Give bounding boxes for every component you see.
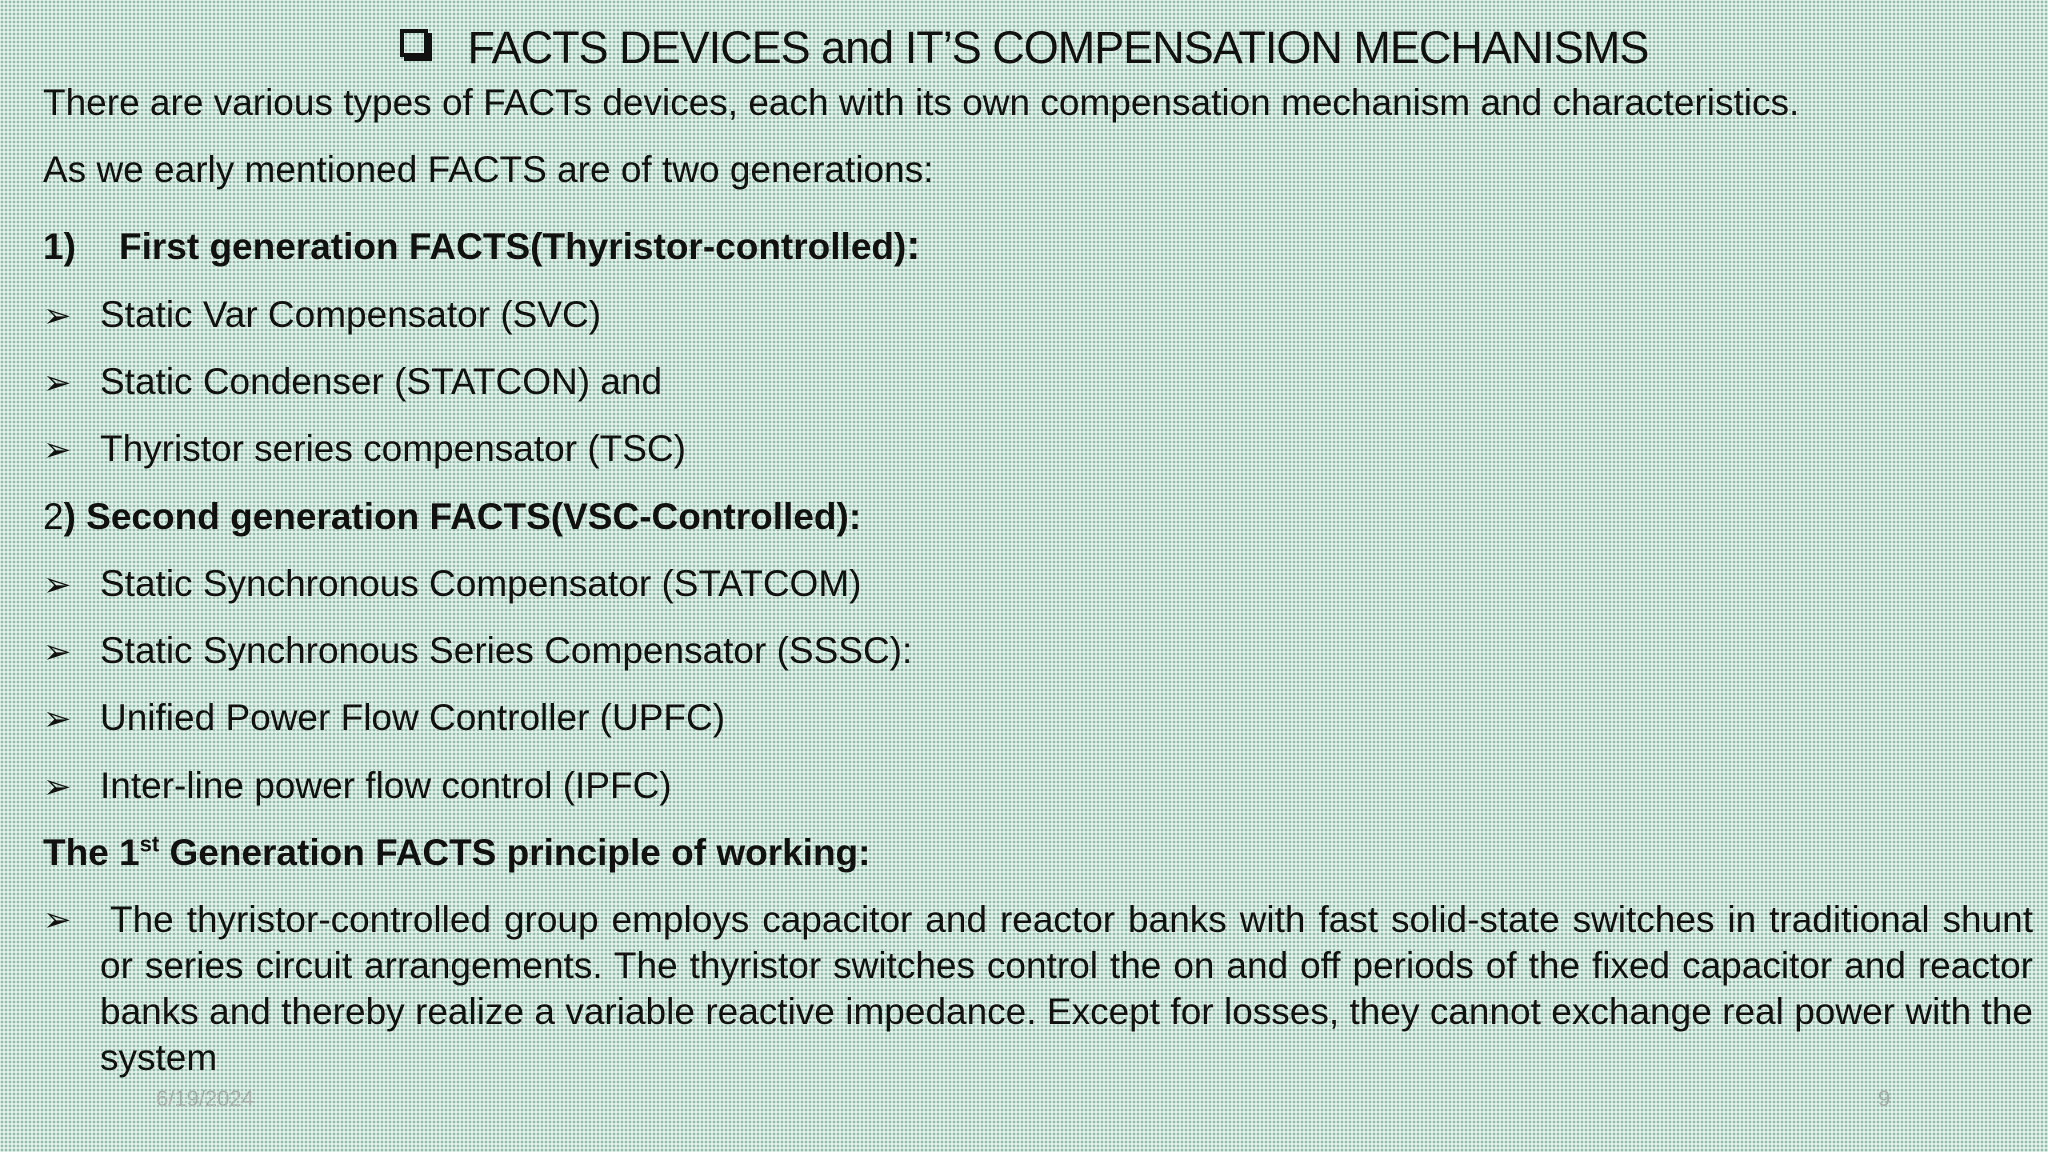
list-item <box>43 292 601 339</box>
hollow-square-icon <box>400 29 428 57</box>
list-item <box>43 628 912 675</box>
slide-title-text: FACTS DEVICES and IT’S COMPENSATION MECHANISMS <box>467 22 1649 73</box>
arrowhead-bullet-icon: ➢ <box>43 431 72 469</box>
list-item-text: Static Var Compensator (SVC) <box>100 294 602 335</box>
arrowhead-bullet-icon: ➢ <box>43 633 72 671</box>
list-item-text: Thyristor series compensator (TSC) <box>100 428 686 469</box>
first-generation-title: First generation FACTS(Thyristor-controlled) <box>119 226 907 267</box>
second-generation-title: ) Second generation FACTS(VSC-Controlled): <box>63 496 862 537</box>
list-item-text: Unified Power Flow Controller (UPFC) <box>100 697 726 738</box>
arrowhead-bullet-icon: ➢ <box>43 364 72 402</box>
second-generation-number: 2 <box>43 496 64 537</box>
list-item <box>43 695 725 742</box>
list-item-text: Static Condenser (STATCON) and <box>100 361 663 402</box>
principle-heading-pre: The 1 <box>43 832 140 873</box>
arrowhead-bullet-icon: ➢ <box>43 297 72 335</box>
principle-heading <box>43 830 870 876</box>
first-generation-number: 1) <box>43 226 76 267</box>
first-generation-heading <box>43 222 920 270</box>
list-item-text: Static Synchronous Series Compensator (SSSC): <box>100 630 913 671</box>
first-generation-colon: : <box>906 221 921 268</box>
principle-paragraph <box>43 897 2033 1081</box>
intro-text: There are various types of FACTs devices, each with its own compensation mechanism and characteristics. <box>43 82 1800 123</box>
list-item-text: Static Synchronous Compensator (STATCOM) <box>100 563 862 604</box>
footer-page-number: 9 <box>1878 1086 1891 1111</box>
footer-date: 6/19/2024 <box>156 1086 254 1111</box>
second-generation-heading <box>43 494 861 540</box>
list-item <box>43 359 662 406</box>
arrowhead-bullet-icon: ➢ <box>43 700 72 738</box>
arrowhead-bullet-icon: ➢ <box>43 768 72 806</box>
principle-heading-sup: st <box>139 831 160 857</box>
list-item <box>43 426 686 473</box>
list-item <box>43 561 861 608</box>
principle-heading-post: Generation FACTS principle of working: <box>159 832 871 873</box>
generations-text: As we early mentioned FACTS are of two generations: <box>43 149 934 190</box>
list-item <box>43 763 672 810</box>
arrowhead-bullet-icon: ➢ <box>43 901 72 939</box>
arrowhead-bullet-icon: ➢ <box>43 566 72 604</box>
principle-paragraph-text: The thyristor-controlled group employs capacitor and reactor banks with fast solid-state switches in traditional shunt or series circuit arrangements. The thyristor switches control the on and off periods of the fixed capacitor and reactor banks and thereby realize a variable reactive impedance. Except for losses, they cannot exchange real power with the system <box>100 899 2033 1078</box>
list-item-text: Inter-line power flow control (IPFC) <box>100 765 672 806</box>
slide-title <box>0 18 2048 78</box>
